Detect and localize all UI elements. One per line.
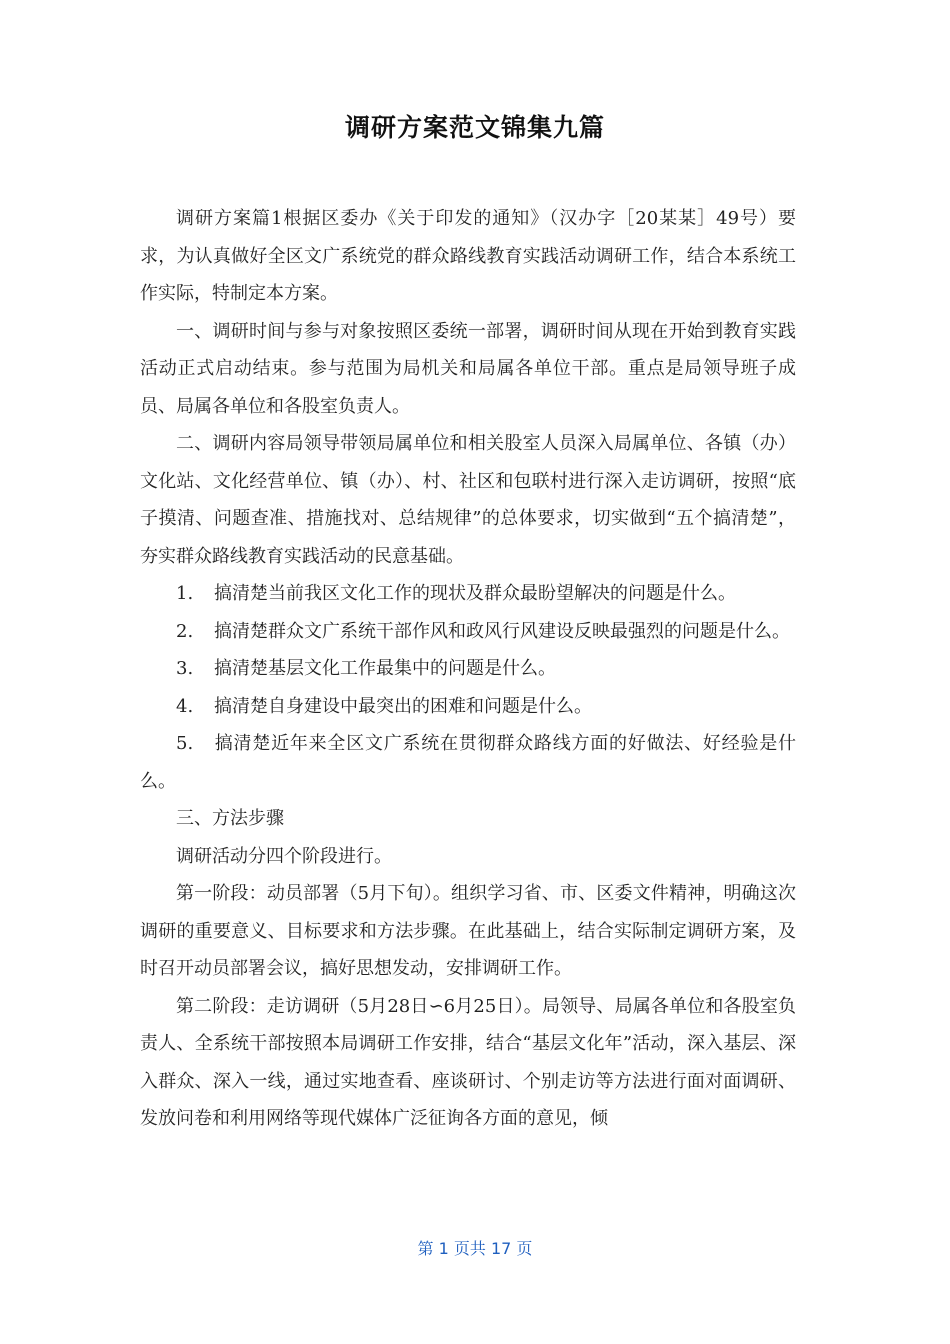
list-item xyxy=(140,688,796,726)
paragraph: 第二阶段：走访调研（5月28日∽6月25日）。局领导、局属各单位和各股室负责人、全系统干部按照本局调研工作安排，结合“基层文化年”活动，深入基层、深入群众、深入一线，通过实地查看、座谈研讨、个别走访等方法进行面对面调研、发放问卷和利用网络等现代媒体广泛征询各方面的意见，倾 xyxy=(140,995,796,1129)
page-number-footer: 第 1 页共 17 页 xyxy=(417,1239,533,1258)
list-text: 搞清楚群众文广系统干部作风和政风行风建设反映最强烈的问题是什么。 xyxy=(214,620,790,642)
list-number: 5. xyxy=(176,733,194,754)
list-number: 1. xyxy=(176,583,194,604)
paragraph: 调研活动分四个阶段进行。 xyxy=(176,845,392,867)
list-text: 搞清楚自身建设中最突出的困难和问题是什么。 xyxy=(214,695,592,717)
list-text: 搞清楚近年来全区文广系统在贯彻群众路线方面的好做法、好经验是什么。 xyxy=(140,733,796,792)
list-text: 搞清楚基层文化工作最集中的问题是什么。 xyxy=(214,658,556,679)
section-heading: 三、方法步骤 xyxy=(176,808,284,829)
list-item xyxy=(140,725,796,800)
list-number: 2. xyxy=(176,620,194,642)
paragraph: 调研方案篇1根据区委办《关于印发的通知》（汉办字［20某某］49号）要求，为认真做好全区文广系统党的群众路线教育实践活动调研工作，结合本系统工作实际，特制定本方案。 xyxy=(140,208,796,304)
list-number: 4. xyxy=(176,695,194,717)
list-item xyxy=(140,575,796,613)
paragraph: 二、调研内容局领导带领局属单位和相关股室人员深入局属单位、各镇（办）文化站、文化经营单位、镇（办）、村、社区和包联村进行深入走访调研，按照“底子摸清、问题查准、措施找对、总结规律”的总体要求，切实做到“五个搞清楚”，夯实群众路线教育实践活动的民意基础。 xyxy=(140,433,796,567)
list-text: 搞清楚当前我区文化工作的现状及群众最盼望解决的问题是什么。 xyxy=(214,583,736,604)
list-number: 3. xyxy=(176,658,194,679)
list-item xyxy=(140,613,796,651)
paragraph: 第一阶段：动员部署（5月下旬）。组织学习省、市、区委文件精神，明确这次调研的重要意义、目标要求和方法步骤。在此基础上，结合实际制定调研方案，及时召开动员部署会议，搞好思想发动，安排调研工作。 xyxy=(140,883,796,979)
list-item xyxy=(140,650,796,688)
document-title: 调研方案范文锦集九篇 xyxy=(344,113,605,142)
paragraph: 一、调研时间与参与对象按照区委统一部署，调研时间从现在开始到教育实践活动正式启动结束。参与范围为局机关和局属各单位干部。重点是局领导班子成员、局属各单位和各股室负责人。 xyxy=(140,320,796,417)
document-body xyxy=(140,200,796,1138)
